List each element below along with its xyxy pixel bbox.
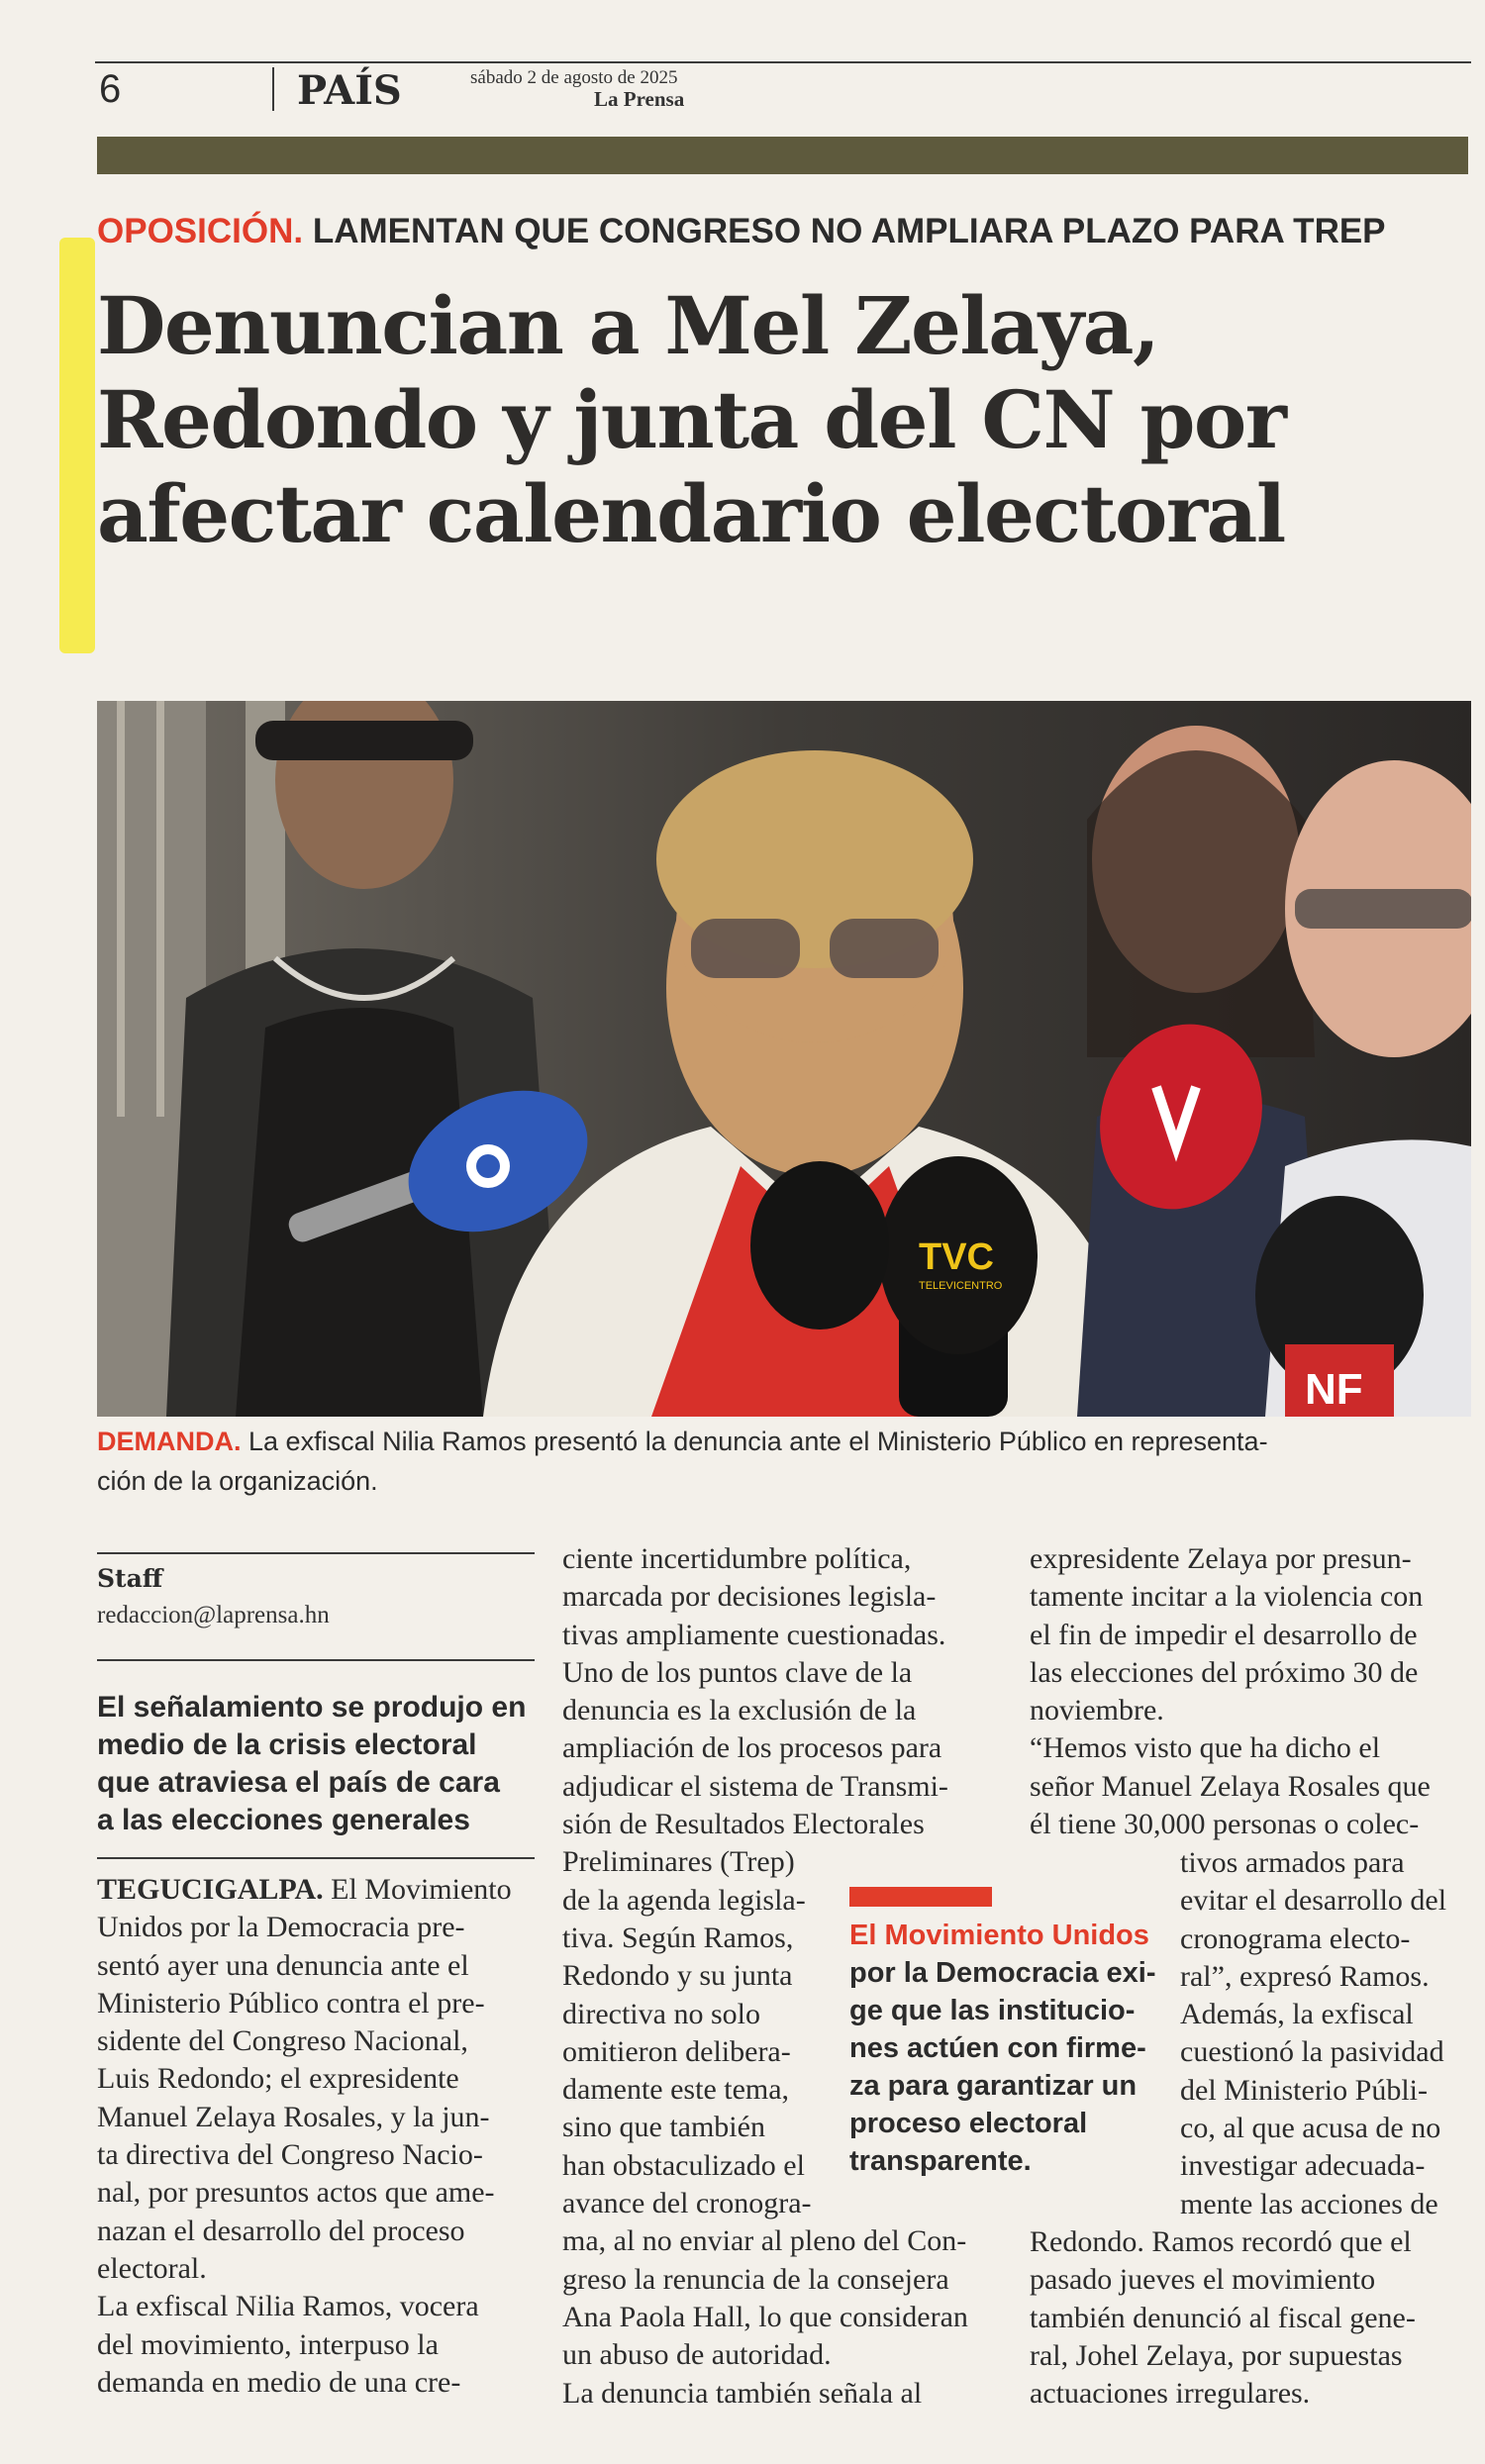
column-line: ral”, expresó Ramos.	[1180, 1959, 1430, 1993]
column-line: Ministerio Público contra el pre-	[97, 1986, 485, 2020]
headline-line: Redondo y junta del CN por	[97, 373, 1286, 466]
column-line: de la agenda legisla-	[562, 1883, 806, 1917]
pull-quote-line: proceso electoral	[849, 2108, 1088, 2139]
column-line: del movimiento, interpuso la	[97, 2327, 439, 2361]
column-line: nazan el desarrollo del proceso	[97, 2214, 465, 2247]
mic-label-televicentro: TELEVICENTRO	[919, 1280, 1003, 1292]
column-line: sentó ayer una denuncia ante el	[97, 1948, 469, 1982]
column-line: un abuso de autoridad.	[562, 2338, 832, 2372]
column-line: actuaciones irregulares.	[1030, 2377, 1311, 2411]
column-line: Unidos por la Democracia pre-	[97, 1911, 465, 1944]
column-line: sidente del Congreso Nacional,	[97, 2024, 468, 2058]
byline-email: redaccion@laprensa.hn	[97, 1602, 330, 1628]
column-line: las elecciones del próximo 30 de	[1030, 1655, 1419, 1689]
column-line: ta directiva del Congreso Nacio-	[97, 2138, 483, 2172]
pull-quote-bar	[849, 1887, 992, 1907]
column-line: avance del cronogra-	[562, 2187, 812, 2220]
column-line: pasado jueves el movimiento	[1030, 2263, 1376, 2297]
column-line: Luis Redondo; el expresidente	[97, 2062, 459, 2096]
column-line: ma, al no enviar al pleno del Con-	[562, 2224, 967, 2258]
header-divider	[272, 67, 274, 111]
issue-date: sábado 2 de agosto de 2025	[470, 67, 678, 88]
column-line: mente las acciones de	[1180, 2187, 1438, 2220]
kicker-text: LAMENTAN QUE CONGRESO NO AMPLIARA PLAZO PARA TREP	[312, 212, 1386, 250]
column-line: damente este tema,	[562, 2073, 790, 2107]
column-line: “Hemos visto que ha dicho el	[1030, 1731, 1381, 1765]
section-name: PAÍS	[297, 67, 402, 114]
pull-quote-line: El Movimiento Unidos	[849, 1920, 1149, 1951]
highlighter-mark	[59, 238, 95, 653]
column-line: electoral.	[97, 2251, 207, 2285]
column-line: él tiene 30,000 personas o colec-	[1030, 1808, 1420, 1841]
column-line: tiva. Según Ramos,	[562, 1921, 794, 1954]
column-line: noviembre.	[1030, 1694, 1164, 1727]
column-3-bottom	[1030, 2223, 1467, 2413]
column-line: demanda en medio de una cre-	[97, 2365, 461, 2399]
byline-bottom-rule	[97, 1659, 535, 1661]
column-line: Además, la exfiscal	[1180, 1998, 1414, 2031]
column-line: greso la renuncia de la consejera	[562, 2262, 949, 2296]
article-summary	[97, 1689, 535, 1839]
section-color-bar	[97, 137, 1468, 174]
newspaper-name: La Prensa	[594, 87, 685, 111]
summary-line: medio de la crisis electoral	[97, 1728, 477, 1761]
column-line: ampliación de los procesos para	[562, 1731, 942, 1765]
column-line: tamente incitar a la violencia con	[1030, 1580, 1424, 1614]
byline-top-rule	[97, 1552, 535, 1554]
headline-line: afectar calendario electoral	[97, 467, 1285, 560]
column-line: Uno de los puntos clave de la	[562, 1655, 913, 1689]
pull-quote-line: nes actúen con firme-	[849, 2032, 1146, 2064]
mic-label-nf: NF	[1305, 1365, 1363, 1414]
kicker	[97, 212, 1386, 251]
column-line: ciente incertidumbre política,	[562, 1542, 912, 1575]
page-number: 6	[99, 67, 122, 111]
caption-tag: DEMANDA.	[97, 1427, 242, 1456]
summary-line: El señalamiento se produjo en	[97, 1691, 527, 1724]
dateline: TEGUCIGALPA.	[97, 1873, 324, 1906]
pull-quote	[849, 1917, 1156, 2180]
summary-bottom-rule	[97, 1857, 535, 1859]
column-line: tivos armados para	[1180, 1846, 1405, 1879]
column-line: han obstaculizado el	[562, 2148, 805, 2182]
mic-label-tvc: TVC	[919, 1236, 994, 1278]
column-line: TEGUCIGALPA. El Movimiento	[97, 1873, 512, 1906]
column-line: Preliminares (Trep)	[562, 1845, 795, 1879]
news-photo	[97, 701, 1471, 1417]
column-line: La exfiscal Nilia Ramos, vocera	[97, 2290, 479, 2323]
column-line: cronograma electo-	[1180, 1922, 1411, 1955]
column-line: directiva no solo	[562, 1997, 760, 2030]
column-line: omitieron delibera-	[562, 2034, 791, 2068]
kicker-tag: OPOSICIÓN.	[97, 212, 304, 250]
column-line: nal, por presuntos actos que ame-	[97, 2176, 495, 2210]
caption-text: La exfiscal Nilia Ramos presentó la denuncia ante el Ministerio Público en representa-	[248, 1427, 1268, 1456]
column-line: expresidente Zelaya por presun-	[1030, 1542, 1412, 1575]
column-line: Redondo y su junta	[562, 1959, 793, 1993]
pull-quote-line: por la Democracia exi-	[849, 1957, 1156, 1989]
column-line: también denunció al fiscal gene-	[1030, 2301, 1416, 2334]
column-line: el fin de impedir el desarrollo de	[1030, 1618, 1418, 1651]
column-line: Redondo. Ramos recordó que el	[1030, 2225, 1412, 2258]
column-line: denuncia es la exclusión de la	[562, 1694, 917, 1727]
column-3-mid	[1180, 1844, 1467, 2223]
column-line: del Ministerio Públi-	[1180, 2073, 1428, 2107]
summary-line: a las elecciones generales	[97, 1804, 470, 1836]
pull-quote-line: za para garantizar un	[849, 2070, 1138, 2102]
news-photo-illustration	[97, 701, 1471, 1417]
caption-text-cont: ción de la organización.	[97, 1466, 378, 1496]
column-1	[97, 1871, 535, 2402]
column-line: tivas ampliamente cuestionadas.	[562, 1618, 946, 1651]
column-line: investigar adecuada-	[1180, 2149, 1426, 2183]
column-line: marcada por decisiones legisla-	[562, 1580, 937, 1614]
column-line: ral, Johel Zelaya, por supuestas	[1030, 2338, 1403, 2372]
column-line: adjudicar el sistema de Transmi-	[562, 1769, 948, 1803]
column-line: La denuncia también señala al	[562, 2376, 923, 2410]
photo-caption	[97, 1422, 1463, 1501]
column-line: sino que también	[562, 2111, 765, 2144]
column-3-top	[1030, 1540, 1467, 1843]
column-line: Ana Paola Hall, lo que consideran	[562, 2300, 968, 2333]
headline	[97, 279, 1473, 561]
column-line: Manuel Zelaya Rosales, y la jun-	[97, 2100, 490, 2133]
header-top-rule	[95, 61, 1471, 63]
summary-line: que atraviesa el país de cara	[97, 1766, 500, 1799]
column-line: señor Manuel Zelaya Rosales que	[1030, 1769, 1431, 1803]
byline-author: Staff	[97, 1564, 163, 1593]
column-line: co, al que acusa de no	[1180, 2112, 1441, 2145]
pull-quote-line: transparente.	[849, 2145, 1032, 2177]
column-line: sión de Resultados Electorales	[562, 1808, 925, 1841]
pull-quote-line: ge que las institucio-	[849, 1995, 1136, 2026]
column-line: cuestionó la pasividad	[1180, 2035, 1444, 2069]
headline-line: Denuncian a Mel Zelaya,	[97, 279, 1159, 372]
column-line: evitar el desarrollo del	[1180, 1884, 1447, 1918]
